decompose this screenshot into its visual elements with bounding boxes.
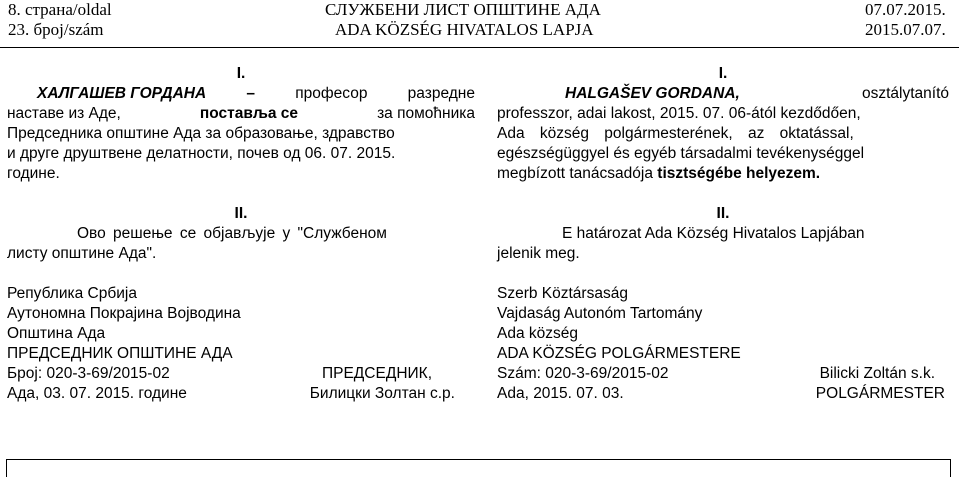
publication-line-1: Ово решење се објављује у "Службеном (77, 225, 387, 242)
appointee-name: HALGAŠEV GORDANA, (565, 85, 740, 102)
decision-line-3: Ada község polgármesterének, az oktatással, (497, 125, 854, 142)
decision-line-2: professzor, adai lakost, 2015. 07. 06-ától kezdődően, (497, 105, 861, 122)
decision-line-5: године. (7, 165, 60, 182)
word-class: разредне (407, 85, 475, 102)
decision-line-5 (497, 164, 949, 184)
signatory-title: POLGÁRMESTER (815, 385, 945, 402)
decision-line-4: egészségüggyel és egyéb társadalmi tevékenységgel (497, 145, 865, 162)
publication-line-2: листу општине Ада". (7, 245, 157, 262)
left-column (7, 64, 475, 404)
signature-line: Аутономна Покрајина Војводина (7, 305, 241, 322)
header-divider (0, 47, 959, 48)
date-hu: 2015.07.07. (865, 20, 946, 39)
decision-line-3: Председника општине Ада за образовање, здравство (7, 125, 395, 142)
signature-date-row (7, 384, 455, 404)
signature-date-row (497, 384, 945, 404)
section-1-number: I. (236, 65, 246, 82)
signature-line: ПРЕДСЕДНИК ОПШТИНЕ АДА (7, 345, 233, 362)
signature-line: Општина Ада (7, 325, 106, 342)
place-date: Ада, 03. 07. 2015. године (7, 385, 187, 402)
footer-frame (6, 459, 951, 477)
appointee-name: ХАЛГАШЕВ ГОРДАНА (37, 85, 207, 102)
signature-line: Szerb Köztársaság (497, 285, 628, 302)
issue-number-label: 23. број/szám (8, 20, 104, 39)
place-date: Ada, 2015. 07. 03. (497, 385, 624, 402)
decision-line-2 (7, 104, 475, 124)
publication-line-1: E határozat Ada Község Hivatalos Lapjában (562, 225, 865, 242)
right-column (497, 64, 949, 404)
date-sr: 07.07.2015. (865, 0, 946, 19)
signature-line: Република Србија (7, 285, 137, 302)
bold-phrase: tisztségébe helyezem. (657, 165, 821, 182)
gazette-title-hu: ADA KÖZSÉG HIVATALOS LAPJA (335, 20, 594, 39)
signature-line: Ada község (497, 325, 578, 342)
section-1-number: I. (718, 65, 728, 82)
gazette-title-sr: СЛУЖБЕНИ ЛИСТ ОПШТИНЕ АДА (325, 0, 601, 19)
section-2-number: II. (716, 205, 730, 222)
text-segment: за помоћника (377, 105, 475, 122)
signatory-name: Bilicki Zoltán s.k. (819, 365, 935, 382)
signature-block (7, 284, 475, 404)
document-number: Szám: 020-3-69/2015-02 (497, 365, 669, 382)
decision-line-4: и друге друштвене делатности, почев од 06. 07. 2015. (7, 145, 396, 162)
signatory-name: Билицки Золтан с.р. (309, 385, 455, 402)
text-segment: наставе из Аде, (7, 105, 121, 122)
word-teacher: osztálytanító (861, 85, 949, 102)
signature-number-row (7, 364, 432, 384)
section-2-number: II. (234, 205, 248, 222)
word-professor: професор (295, 85, 368, 102)
page-number-label: 8. страна/oldal (8, 0, 112, 19)
text-segment: megbízott tanácsadója (497, 165, 653, 182)
signature-number-row (497, 364, 935, 384)
dash: – (246, 85, 256, 102)
signature-line: ADA KÖZSÉG POLGÁRMESTERE (497, 345, 741, 362)
signature-line: Vajdaság Autonóm Tartomány (497, 305, 703, 322)
signature-block (497, 284, 949, 404)
document-number: Број: 020-3-69/2015-02 (7, 365, 170, 382)
publication-line-2: jelenik meg. (497, 245, 580, 262)
bold-phrase: поставља се (199, 105, 299, 122)
signatory-title: ПРЕДСЕДНИК, (321, 365, 432, 382)
decision-line-1 (497, 84, 949, 104)
decision-line-1 (7, 84, 475, 104)
